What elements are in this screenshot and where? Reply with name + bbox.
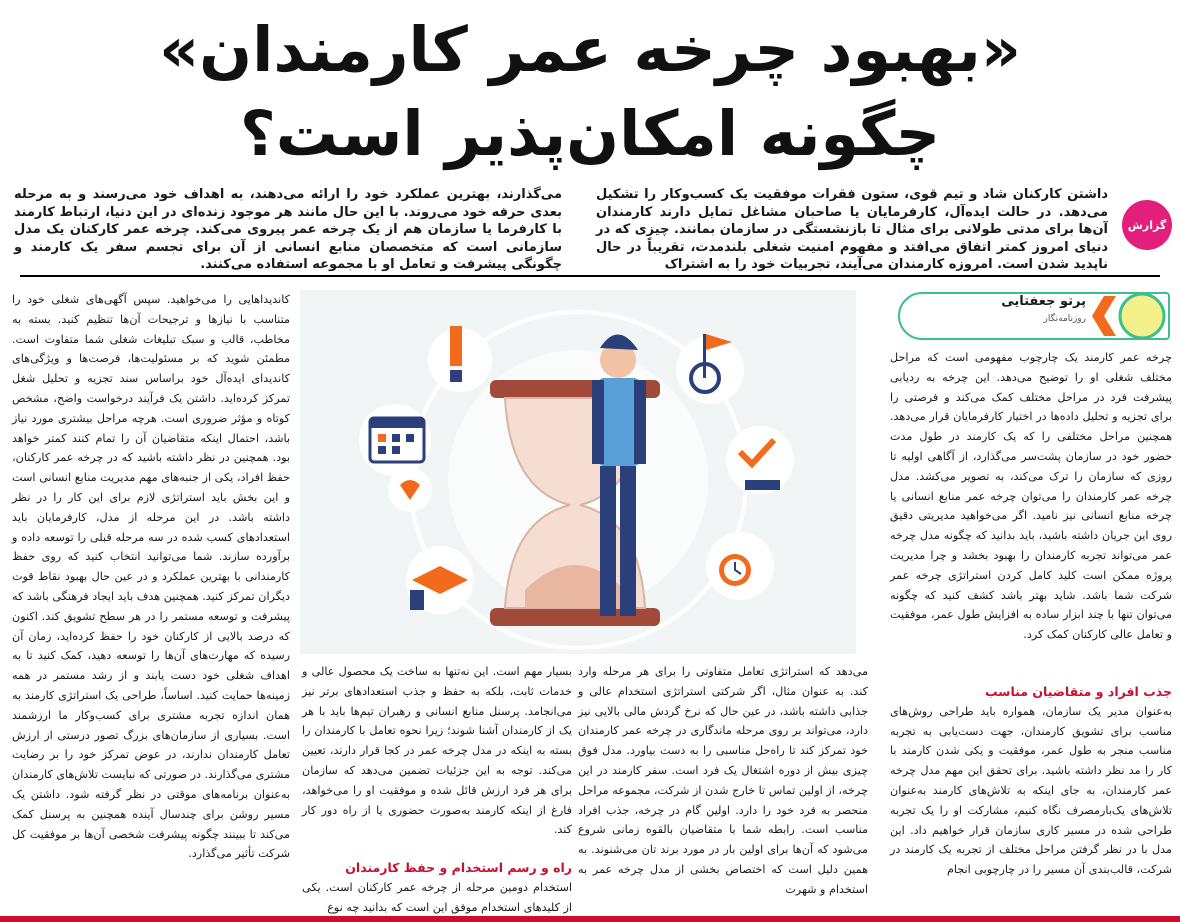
column-3-text-2: استخدام دومین مرحله از چرخه عمر کارکنان است. یکی از کلیدهای استخدام موفق این است که بدانید چه نوع — [302, 880, 572, 914]
column-4 — [12, 290, 290, 864]
author-arrow-icon — [1086, 288, 1170, 344]
section-divider — [20, 275, 1160, 277]
flag-target-icon — [676, 334, 744, 404]
bow-icon — [388, 468, 432, 512]
headline-line-1: «بهبود چرخه عمر کارمندان» — [159, 13, 1021, 86]
section-heading-attract: جذب افراد و متقاضیان مناسب — [984, 684, 1172, 699]
headline-line-2: چگونه امکان‌پذیر است؟ — [239, 97, 941, 170]
pie-icon — [428, 326, 492, 392]
author-name: پرتو جعفتایی — [1001, 294, 1086, 309]
hourglass-illustration — [300, 290, 856, 654]
clock-bell-icon — [706, 532, 774, 600]
author-role: روزنامه‌نگار — [1043, 314, 1086, 324]
author-box — [898, 288, 1170, 344]
column-3-text: بسیار مهم است. این نه‌تنها به ساخت یک محصول عالی و خدمات ثابت، بلکه به حفظ و جذب استعدادهای برتر نیز می‌انجامد. پرسنل منابع انسانی و رهبران تیم‌ها باید با هر یک از کارمندان آشنا شوند؛ زیرا نحوه تعامل با کارمندان را بسته به اینکه در مدل چرخه عمر در کجا قرار دارند، تعیین می‌کند. توجه به این جزئیات تضمین می‌دهد که سازمان برای هر فرد ارزش قائل شده و موفقیت او را می‌خواهد، فارغ از اینکه کارمند به‌صورت حضوری یا از راه دور کار کند. — [302, 665, 572, 837]
column-2-text: می‌دهد که استراتژی تعامل متفاوتی را برای هر مرحله وارد کند. به عنوان مثال، اگر شرکتی استراتژی استخدام عالی و جذابی داشته باشد، در عین حال که نرخ گردش مالی بالایی نیز دارد، می‌تواند بر روی مرحله ماندگاری در چرخه عمر کارمندان خود تمرکز کند تا راه‌حل مناسبی را به دست بیاورد. مدل فوق چیزی بیش از دوره اشتغال یک فرد است. سفر کارمند در این چرخه، از اولین تماس تا خارج شدن از شرکت، مجموعه مراحل منحصر به فرد خود را دارد. اولین گام در چرخه، جذب افراد مناسب است. رابطه شما با متقاضیان بالقوه زمانی شروع می‌شود که آن‌ها برای اولین بار در مورد برند تان می‌شنوند. به همین دلیل است که اختصاص بخشی از مدل چرخه عمر به استخدام و شهرت — [578, 665, 868, 896]
handshake-icon — [406, 546, 474, 614]
calendar-icon — [359, 404, 431, 476]
column-1 — [890, 348, 1172, 645]
column-4-text: کاندیداهایی را می‌خواهید. سپس آگهی‌های شغلی خود را متناسب با نیازها و ترجیحات آن‌ها تنظیم کنید. بسته به مخاطب، قالب و سبک تبلیغات شغلی شما متفاوت است. مطمئن شوید که بر مسئولیت‌ها، فرصت‌ها و ویژگی‌های کاندیدای ایده‌آل خود براساس سند تجزیه و تحلیل شغل تمرکز کرده‌اید. داشتن یک فرآیند درخواست واضح، مشخص کوتاه و مؤثر ضروری است. هرچه مراحل بیشتری مورد نیاز باشد، احتمال اینکه متقاضیان آن را تمام کنند کمتر خواهد بود. همچنین در نظر داشته باشید که در چرخه عمر کارکنان، حفظ افراد، یکی از جنبه‌های مهم مدیریت منابع انسانی است و این بخش باید استراتژی لازم برای این کار را در نظر داشته باشد. در این مرحله از مدل، کارفرمایان باید استعدادهای کسب شده در سه مرحله قبلی را توسعه داده و برآورده سازند. شما می‌توانید انتخاب کنید که روی حفظ کارمندانی با بهترین عملکرد و در عین حال بهبود نقاط قوت دیگران تمرکز کنید. همچنین هدف باید ایجاد فرهنگی باشد که پیشرفت و توسعه مستمر را در هر سطح تشویق کند. اکنون که درصد بالایی از کارکنان خود را حفظ کرده‌اید، زمان آن رسیده که مهارت‌های آن‌ها را توسعه دهید، کمک کنید تا به اهداف شغلی خود دست یابند و از رشد مستمر در همه زمینه‌ها حمایت کنید. اساساً، طراحی یک استراتژی کارمند به همان اندازه تجربه مشتری برای کسب‌وکار ما ارزشمند است. بسیاری از سازمان‌های بزرگ تصور درستی از ارزش تعامل کارمندان ندارند، در عوض تمرکز خود را بر رضایت مشتری می‌گذارند. در صورتی که نبایست تلاش‌های کارمندان به‌عنوان برنامه‌های موقتی در نظر گرفته شود. داشتن یک مسیر روشن برای چندسال آینده همچنین به پرسنل کمک می‌کند تا ببینند چگونه پیشرفت شخصی آن‌ها بر موفقیت کل شرکت تأثیر می‌گذارد. — [12, 293, 290, 861]
column-1-text: چرخه عمر کارمند یک چارچوب مفهومی است که مراحل مختلف شغلی او را توضیح می‌دهد. این چرخه به ردیابی پیشرفت فرد در مراحل مختلف کمک می‌کند و فرصتی را برای تجزیه و تحلیل داده‌ها در اختیار کارفرمایان قرار می‌دهد. همچنین مراحل مختلفی را که یک کارمند در طول مدت حضور خود در سازمان پشت‌سر می‌گذارد، از آگاهی اولیه تا روزی که سازمان را ترک می‌کند، به تصویر می‌کشد. مدل چرخه عمر کارمندان را می‌توان چرخه عمر منابع انسانی یا چرخه منابع انسانی نیز نامید. اگر می‌خواهید مدیریتی دقیق روی این جریان داشته باشید، باید بدانید که چگونه مدل چرخه عمر می‌تواند تجربه کارمندان را بهبود بخشد و چرا مدیریت پروژه ممکن است کلید کامل کردن استراتژی چرخه عمر شرکت شما باشد. شاید بهتر باشد کشف کنید که چگونه می‌توان تنها با چند ابزار ساده به افزایش طول عمر، موفقیت و تعامل عالی کارکنان کمک کرد. — [890, 351, 1172, 642]
column-1-section — [890, 682, 1172, 880]
checkmark-hand-icon — [726, 426, 794, 494]
bottom-rule — [0, 916, 1180, 922]
headline — [0, 8, 1180, 176]
column-1-text-2: به‌عنوان مدیر یک سازمان، همواره باید طراحی روش‌های مناسب برای تشویق کارمندان، جهت دست‌یابی به تجربه مناسب منجر به طول عمر، موفقیت و یکی شدن کارمند با کار را مد نظر داشته باشید. برای تحقق این مهم مدل چرخه عمر کارمندان، به جای اینکه به تلاش‌های کارمند به‌عنوان تلاش‌های یک‌بارمصرف نگاه کنیم، مشارکت او را یک تجربه طراحی شده در مسیر کاری سازمان قرار خواهیم داد. این مدل با در نظر گرفتن مراحل مختلف از تجربه یک کارمند در شرکت، قالب‌بندی آن مسیر را در چارچوبی انجام — [890, 704, 1172, 877]
column-2 — [578, 662, 868, 900]
lead-paragraph-right: داشتن کارکنان شاد و تیم قوی، ستون فقرات موفقیت یک کسب‌وکار را تشکیل می‌دهد. در حالت ایده‌آل، کارفرمایان یا صاحبان مشاغل تمایل دارند کارمندان آن‌ها برای مدتی طولانی برای مثال تا بازنشستگی در سازمان بمانند. چیزی که در دنیای امروز کمتر اتفاق می‌افتد و مفهوم امنیت شغلی بلندمدت، تقریباً در حال ناپدید شدن است. امروزه کارمندان می‌آیند، تجربیات خود را به اشتراک — [596, 187, 1108, 273]
section-heading-hiring: راه و رسم استخدام و حفظ کارمندان — [345, 860, 572, 876]
column-3 — [302, 662, 572, 918]
lead-paragraph-left: می‌گذارند، بهترین عملکرد خود را ارائه می‌دهند، به اهداف خود می‌رسند و به مرحله بعدی حرفه خود می‌روند. با این حال مانند هر موجود زنده‌ای در این دنیا، ارتباط کارمند با کارفرما یا سازمان هم از یک چرخه عمر پیروی می‌کند. چرخه عمر کارکنان یک مدل سازمانی است که متخصصان منابع انسانی از آن برای تجسم سفر یک کارمند و چگونگی پیشرفت و تعامل او با مجموعه استفاده می‌کنند. — [14, 187, 562, 273]
report-badge: گزارش — [1122, 200, 1172, 250]
